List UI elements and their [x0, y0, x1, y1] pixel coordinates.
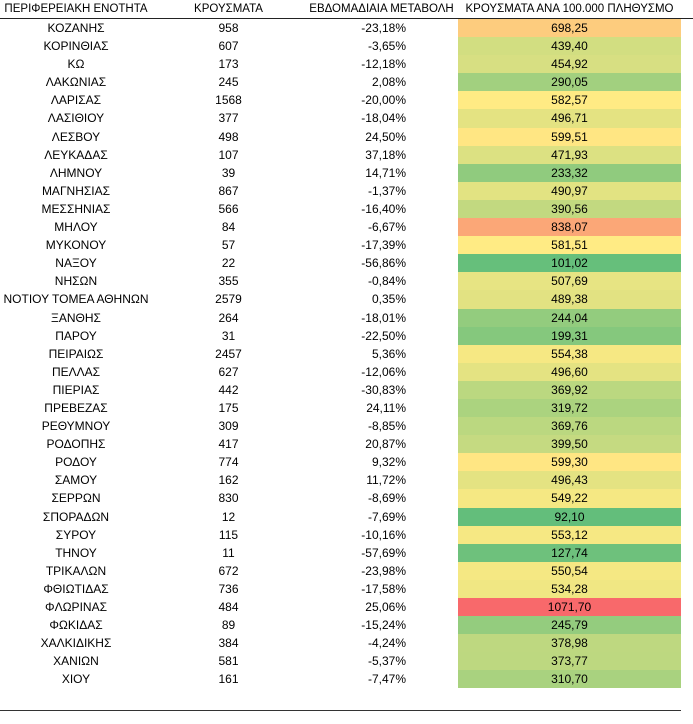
cell-cases: 245: [218, 75, 239, 90]
cell-region: ΝΑΞΟΥ: [55, 256, 97, 271]
cell-cases: 627: [218, 364, 239, 379]
table-row: [0, 164, 693, 182]
cell-weekly-change: -7,47%: [367, 672, 406, 687]
cell-region: ΛΑΚΩΝΙΑΣ: [45, 75, 107, 90]
cell-weekly-change: -8,85%: [367, 419, 406, 434]
cell-cases: 89: [221, 618, 236, 633]
cell-weekly-change: -18,04%: [361, 111, 406, 126]
cell-weekly-change: 14,71%: [365, 165, 406, 180]
table-row: [0, 236, 693, 254]
cell-cases: 442: [218, 382, 239, 397]
cell-weekly-change: 20,87%: [365, 437, 406, 452]
table-row: [0, 345, 693, 363]
cell-weekly-change: -10,16%: [361, 527, 406, 542]
cell-cases-per-100k: 549,22: [458, 489, 681, 507]
cell-cases-per-100k: 233,32: [458, 164, 681, 182]
cell-region: ΝΗΣΩΝ: [54, 274, 98, 289]
table-row: [0, 453, 693, 471]
cell-cases-per-100k: 390,56: [458, 200, 681, 218]
cell-region: ΝΟΤΙΟΥ ΤΟΜΕΑ ΑΘΗΝΩΝ: [3, 292, 149, 307]
cell-region: ΣΑΜΟΥ: [54, 473, 98, 488]
cell-cases-per-100k: 599,30: [458, 453, 681, 471]
cell-cases: 774: [218, 455, 239, 470]
cell-weekly-change: -3,65%: [367, 39, 406, 54]
cell-region: ΤΡΙΚΑΛΩΝ: [45, 563, 107, 578]
cell-region: ΛΑΣΙΘΙΟΥ: [47, 111, 105, 126]
cell-region: ΦΩΚΙΔΑΣ: [49, 618, 103, 633]
cell-cases-per-100k: 310,70: [458, 670, 681, 688]
cell-region: ΣΠΟΡΑΔΩΝ: [42, 509, 110, 524]
cell-cases: 498: [218, 129, 239, 144]
cell-weekly-change: -17,39%: [361, 238, 406, 253]
cell-cases-per-100k: 490,97: [458, 182, 681, 200]
cell-region: ΜΥΚΟΝΟΥ: [45, 238, 107, 253]
cell-weekly-change: -8,69%: [367, 491, 406, 506]
table-row: [0, 652, 693, 670]
table-row: [0, 272, 693, 290]
cell-cases-per-100k: 489,38: [458, 290, 681, 308]
table-row: [0, 327, 693, 345]
cell-region: ΦΛΩΡΙΝΑΣ: [45, 600, 107, 614]
cell-region: ΛΕΥΚΑΔΑΣ: [44, 147, 108, 162]
cell-weekly-change: 24,11%: [366, 400, 406, 415]
cell-cases-per-100k: 399,50: [458, 435, 681, 453]
table-row: [0, 489, 693, 507]
cell-region: ΣΥΡΟΥ: [55, 527, 97, 542]
table-row: [0, 435, 693, 453]
cell-cases-per-100k: 553,12: [458, 526, 681, 544]
cell-cases: 162: [218, 473, 239, 488]
cell-cases-per-100k: 92,10: [458, 508, 681, 526]
cell-cases-per-100k: 369,76: [458, 417, 681, 435]
cell-cases-per-100k: 373,77: [458, 652, 681, 670]
cell-weekly-change: -0,84%: [367, 274, 406, 289]
cell-cases: 417: [218, 437, 239, 452]
cell-weekly-change: -56,86%: [361, 256, 406, 271]
cell-cases-per-100k: 582,57: [458, 91, 681, 109]
cell-cases: 566: [218, 201, 239, 216]
cell-weekly-change: -15,24%: [361, 618, 406, 633]
cell-region: ΞΑΝΘΗΣ: [51, 310, 101, 325]
table-row: [0, 309, 693, 327]
cell-cases: 57: [221, 238, 236, 253]
cell-cases: 736: [218, 581, 239, 596]
cell-cases-per-100k: 127,74: [458, 544, 681, 562]
table-row: [0, 109, 693, 127]
cell-weekly-change: -5,37%: [367, 654, 406, 669]
cell-cases: 175: [218, 400, 239, 415]
table-row: [0, 580, 693, 598]
table-row: [0, 73, 693, 91]
table-row: [0, 544, 693, 562]
cell-region: ΛΕΣΒΟΥ: [51, 129, 101, 144]
cell-weekly-change: -22,50%: [361, 328, 406, 343]
cell-weekly-change: 0,35%: [371, 292, 406, 307]
cell-cases-per-100k: 698,25: [458, 19, 681, 37]
cell-weekly-change: -7,69%: [367, 509, 406, 524]
cell-region: ΜΗΛΟΥ: [54, 220, 98, 235]
header-weekly-change: ΕΒΔΟΜΑΔΙΑΙΑ ΜΕΤΑΒΟΛΗ: [309, 3, 454, 15]
cell-cases: 84: [221, 220, 236, 235]
table-row: [0, 254, 693, 272]
cell-cases-per-100k: 554,38: [458, 345, 681, 363]
cell-region: ΤΗΝΟΥ: [55, 545, 97, 560]
cell-weekly-change: 2,08%: [371, 75, 406, 90]
table-header-row: [0, 0, 693, 19]
cell-cases: 672: [218, 563, 239, 578]
table-row: [0, 182, 693, 200]
cell-weekly-change: -18,01%: [361, 310, 406, 325]
cell-region: ΧΙΟΥ: [61, 672, 91, 687]
cell-cases: 355: [218, 274, 239, 289]
cell-region: ΧΑΝΙΩΝ: [53, 654, 99, 669]
cell-weekly-change: -30,83%: [361, 382, 406, 397]
table-row: [0, 218, 693, 236]
header-cases: ΚΡΟΥΣΜΑΤΑ: [194, 3, 263, 15]
table-row: [0, 381, 693, 399]
cell-weekly-change: -16,40%: [361, 201, 406, 216]
table-row: [0, 670, 693, 688]
cell-region: ΣΕΡΡΩΝ: [51, 491, 101, 506]
cell-cases: 958: [218, 21, 239, 35]
table-row: [0, 200, 693, 218]
cell-cases: 11: [222, 545, 235, 560]
header-region: ΠΕΡΙΦΕΡΕΙΑΚΗ ΕΝΟΤΗΤΑ: [4, 3, 148, 15]
table-row: [0, 508, 693, 526]
cell-cases: 581: [218, 654, 239, 669]
table-body: [0, 19, 693, 688]
table-row: [0, 616, 693, 634]
table-row: [0, 562, 693, 580]
cell-cases: 39: [221, 165, 236, 180]
table-row: [0, 91, 693, 109]
table-row: [0, 526, 693, 544]
cell-cases: 12: [221, 509, 236, 524]
table-row: [0, 146, 693, 164]
cell-cases: 2579: [215, 292, 242, 307]
cell-cases-per-100k: 581,51: [458, 236, 681, 254]
cell-weekly-change: -23,18%: [361, 21, 406, 35]
cell-cases-per-100k: 454,92: [458, 55, 681, 73]
cell-cases-per-100k: 496,43: [458, 471, 681, 489]
cell-weekly-change: 25,06%: [365, 600, 406, 614]
bottom-border-line: [0, 710, 681, 711]
table-row: [0, 290, 693, 308]
cell-region: ΚΟΖΑΝΗΣ: [47, 21, 105, 35]
cell-weekly-change: -4,24%: [367, 636, 406, 651]
header-cases-per-100k: ΚΡΟΥΣΜΑΤΑ ΑΝΑ 100.000 ΠΛΗΘΥΣΜΟ: [465, 3, 674, 15]
cell-region: ΠΑΡΟΥ: [55, 328, 97, 343]
cell-cases: 264: [218, 310, 239, 325]
cell-cases: 161: [218, 672, 239, 687]
cell-region: ΜΕΣΣΗΝΙΑΣ: [41, 201, 111, 216]
cell-region: ΡΟΔΟΥ: [55, 455, 97, 470]
cell-cases: 484: [218, 600, 239, 614]
table-row: [0, 363, 693, 381]
cell-weekly-change: 11,72%: [366, 473, 406, 488]
cell-cases: 107: [218, 147, 239, 162]
cell-weekly-change: -23,98%: [361, 563, 406, 578]
table-row: [0, 598, 693, 616]
cell-region: ΚΩ: [67, 57, 85, 72]
cell-cases-per-100k: 496,71: [458, 109, 681, 127]
cell-cases-per-100k: 290,05: [458, 73, 681, 91]
cell-region: ΚΟΡΙΝΘΙΑΣ: [43, 39, 109, 54]
cell-cases: 830: [218, 491, 239, 506]
cell-cases: 1568: [215, 93, 242, 108]
cell-region: ΠΡΕΒΕΖΑΣ: [44, 400, 108, 415]
cell-cases-per-100k: 439,40: [458, 37, 681, 55]
cell-weekly-change: -57,69%: [361, 545, 406, 560]
cell-cases: 867: [218, 183, 239, 198]
cell-region: ΛΗΜΝΟΥ: [49, 165, 103, 180]
cell-cases: 384: [218, 636, 239, 651]
cell-region: ΧΑΛΚΙΔΙΚΗΣ: [40, 636, 112, 651]
cell-weekly-change: -6,67%: [367, 220, 406, 235]
table-row: [0, 19, 693, 37]
cell-cases: 2457: [215, 346, 242, 361]
cell-cases-per-100k: 1071,70: [458, 598, 681, 616]
cell-cases-per-100k: 471,93: [458, 146, 681, 164]
cell-cases-per-100k: 838,07: [458, 218, 681, 236]
cell-weekly-change: 9,32%: [371, 455, 406, 470]
table-row: [0, 399, 693, 417]
cell-cases-per-100k: 101,02: [458, 254, 681, 272]
cell-cases-per-100k: 244,04: [458, 309, 681, 327]
cell-cases: 309: [218, 419, 239, 434]
cell-cases-per-100k: 369,92: [458, 381, 681, 399]
cell-cases-per-100k: 245,79: [458, 616, 681, 634]
cell-cases: 607: [218, 39, 239, 54]
cell-cases-per-100k: 550,54: [458, 562, 681, 580]
cell-cases-per-100k: 199,31: [458, 327, 681, 345]
table-row: [0, 55, 693, 73]
cell-region: ΛΑΡΙΣΑΣ: [50, 93, 102, 108]
table-row: [0, 417, 693, 435]
cell-cases-per-100k: 507,69: [458, 272, 681, 290]
table-row: [0, 471, 693, 489]
cell-weekly-change: 24,50%: [365, 129, 406, 144]
table-row: [0, 634, 693, 652]
cell-cases-per-100k: 534,28: [458, 580, 681, 598]
cell-cases-per-100k: 496,60: [458, 363, 681, 381]
cell-cases: 22: [221, 256, 236, 271]
cell-cases-per-100k: 599,51: [458, 128, 681, 146]
cell-region: ΠΙΕΡΙΑΣ: [52, 382, 100, 397]
table-row: [0, 37, 693, 55]
cell-region: ΦΘΙΩΤΙΔΑΣ: [43, 581, 109, 596]
cell-region: ΠΕΙΡΑΙΩΣ: [48, 346, 104, 361]
cell-weekly-change: -17,58%: [361, 581, 406, 596]
cell-weekly-change: 5,36%: [371, 346, 406, 361]
cell-cases: 115: [218, 527, 239, 542]
cell-region: ΜΑΓΝΗΣΙΑΣ: [41, 183, 111, 198]
cell-cases: 377: [218, 111, 239, 126]
cell-region: ΡΕΘΥΜΝΟΥ: [41, 419, 111, 434]
cell-cases-per-100k: 319,72: [458, 399, 681, 417]
cell-weekly-change: -12,06%: [361, 364, 406, 379]
cell-region: ΡΟΔΟΠΗΣ: [46, 437, 106, 452]
cell-weekly-change: -12,18%: [361, 57, 406, 72]
cell-weekly-change: 37,18%: [365, 147, 406, 162]
cell-weekly-change: -20,00%: [361, 93, 406, 108]
cell-region: ΠΕΛΛΑΣ: [51, 364, 101, 379]
cell-cases-per-100k: 378,98: [458, 634, 681, 652]
table-row: [0, 128, 693, 146]
cell-weekly-change: -1,37%: [367, 183, 406, 198]
cell-cases: 173: [218, 57, 239, 72]
cell-cases: 31: [221, 328, 236, 343]
